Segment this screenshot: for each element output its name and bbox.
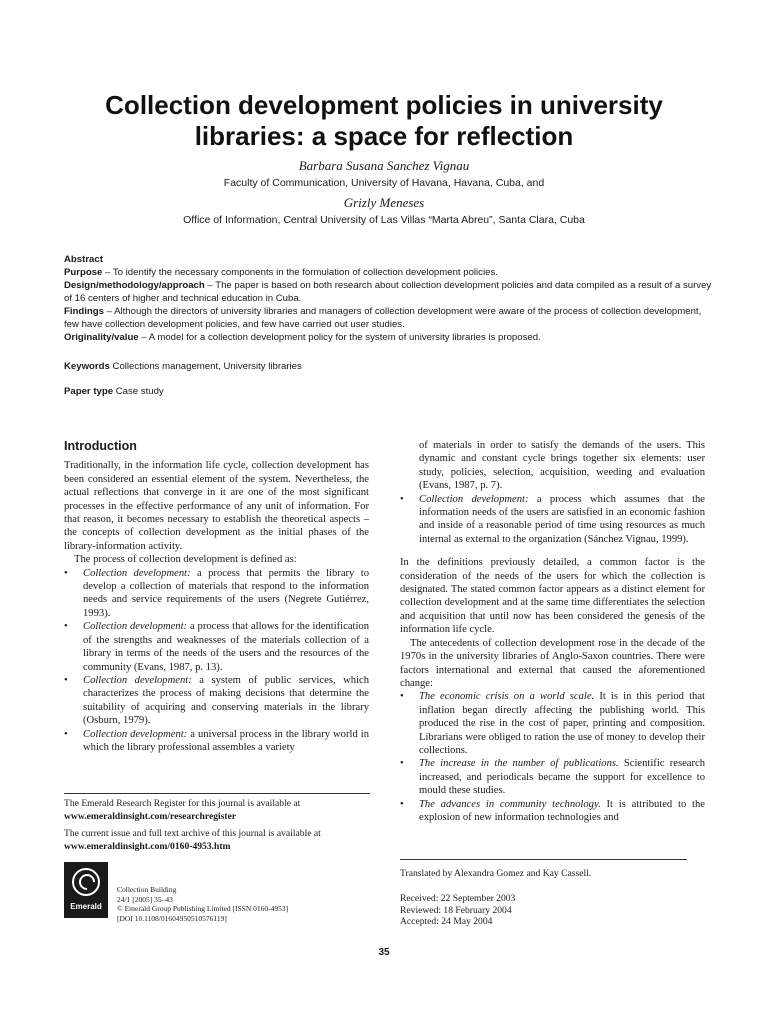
footer-divider-right [400, 859, 687, 860]
definition-text: a system of public services, which characterizes the process of making decisions that determine the suitability of acquiring and conserving materials in the library (Osburn, 1979). [83, 674, 370, 727]
abstract-originality [64, 331, 714, 344]
bullet-icon: • [400, 798, 404, 810]
translator-note: Translated by Alexandra Gomez and Kay Cassell. [400, 868, 592, 879]
definition-text: a universal process in the library world in which the library professional assembles a variety [83, 728, 370, 753]
findings-label: Findings [64, 306, 104, 317]
originality-text: – A model for a collection development policy for the system of university libraries is proposed. [138, 332, 541, 343]
register-url-2[interactable]: www.emeraldinsight.com/0160-4953.htm [64, 840, 231, 852]
journal-volume: 24/1 [2005] 35–43 [117, 894, 173, 904]
bullet-icon: • [64, 674, 68, 686]
list-item [400, 493, 705, 547]
body-paragraph-1: In the definitions previously detailed, a common factor is the consideration of the needs of the users for which the collection is designated. The stated common factor appears as a distinct element for collection development and at the same time differentiates the selection and acquisition that until now has been considered the genesis of the information life cycle. [400, 557, 705, 636]
list-item [64, 674, 369, 728]
abstract [64, 253, 714, 344]
doi: [DOI 10.1108/01604950510576119] [117, 913, 227, 923]
list-item [64, 567, 369, 621]
title-line-2: libraries: a space for reflection [194, 121, 574, 151]
reviewed-date: Reviewed: 18 February 2004 [400, 904, 512, 916]
register-line-2 [64, 828, 374, 853]
affiliation-1: Faculty of Communication, University of Havana, Havana, Cuba, and [223, 177, 545, 189]
author-2: Grizly Meneses [343, 195, 425, 210]
definition-term: Collection development: [419, 493, 529, 505]
affiliation-2: Office of Information, Central University of Las Villas “Marta Abreu”, Santa Clara, Cuba [183, 214, 585, 226]
factor-text: Scientific research increased, and periodicals became the support for excellence to mould these studies. [419, 758, 705, 797]
bullet-icon: • [400, 691, 404, 703]
definition-text: a process that allows for the identification of the strengths and weaknesses of the materials collection of a library in terms of the needs of the users and the resources of the community (Evans, 1987, p. 13). [83, 621, 369, 673]
definition-text: a process that permits the library to develop a collection of materials that respond to the information needs and service requirements of the users (Negrete Gutiérrez, 1993). [83, 567, 369, 619]
definition-list-cont [400, 493, 705, 547]
design-label: Design/methodology/approach [64, 280, 205, 291]
body-paragraph-2: The antecedents of collection development rose in the decade of the 1970s in the university libraries of Anglo-Saxon countries. There were factors international and external that caused the aforementioned change: [400, 637, 705, 689]
bullet-icon: • [400, 493, 404, 505]
list-item [64, 728, 369, 755]
register-text-2: The current issue and full text archive of this journal is available at [64, 828, 321, 839]
list-item [400, 757, 705, 797]
copyright: © Emerald Group Publishing Limited [ISSN 0160-4953] [117, 904, 289, 914]
findings-text: – Although the directors of university libraries and managers of collection development were aware of the process of collection development, few have collection development policies, and few have carried out user studies. [64, 306, 702, 330]
list-continuation: of materials in order to satisfy the demands of the users. This dynamic and constant cycle brings together six elements: user study, policies, selection, acquisition, weeding and evaluation (Evans, 1987, p. 7). [419, 440, 705, 492]
article-dates [400, 893, 515, 928]
paper-title [40, 90, 728, 152]
register-url-1[interactable]: www.emeraldinsight.com/researchregister [64, 810, 237, 822]
logo-text: Emerald [70, 902, 102, 911]
page-number: 35 [378, 947, 390, 958]
list-item [400, 798, 705, 825]
keywords-text: Collections management, University libraries [109, 361, 302, 372]
bullet-icon: • [400, 758, 404, 770]
definition-term: Collection development: [83, 567, 191, 579]
register-info [64, 798, 374, 858]
title-line-1: Collection development policies in university [105, 90, 663, 120]
definition-term: Collection development: [83, 728, 188, 740]
design-text: – The paper is based on both research about collection development policies and data compiled as a result of a survey of 16 centers of higher and technical education in Cuba. [64, 280, 712, 304]
abstract-findings [64, 305, 714, 331]
register-text-1: The Emerald Research Register for this journal is available at [64, 798, 301, 809]
register-line-1 [64, 798, 374, 823]
keywords [64, 361, 302, 372]
paper-type [64, 386, 164, 397]
abstract-purpose [64, 266, 714, 279]
definition-term: Collection development: [83, 674, 192, 686]
purpose-label: Purpose [64, 267, 103, 278]
intro-paragraph-1: Traditionally, in the information life cycle, collection development has been considered an essential element of the system. Nevertheless, the actual reflections that converge in it are one of the most significant processes in the effective performance of any unit of information. For that reason, it becomes necessary to establish the theoretical aspects – the concepts of collection development as the initial phases of the library-information activity. [64, 460, 369, 552]
intro-paragraph-2: The process of collection development is defined as: [74, 554, 297, 566]
abstract-heading: Abstract [64, 254, 103, 265]
footer-divider-left [64, 793, 370, 794]
keywords-label: Keywords [64, 361, 110, 372]
bullet-icon: • [64, 728, 68, 740]
purpose-text: – To identify the necessary components in the formulation of collection development policies. [102, 267, 498, 278]
received-date: Received: 22 September 2003 [400, 893, 516, 904]
factor-list [400, 690, 705, 824]
definition-list [64, 567, 369, 755]
author-1: Barbara Susana Sanchez Vignau [298, 158, 470, 173]
left-column [64, 440, 369, 754]
introduction-heading: Introduction [64, 439, 137, 453]
abstract-design [64, 279, 714, 305]
bullet-icon: • [64, 567, 68, 579]
paper-type-label: Paper type [64, 386, 114, 397]
publication-info [117, 885, 288, 923]
list-item [64, 620, 369, 674]
originality-label: Originality/value [64, 332, 139, 343]
list-item [400, 690, 705, 757]
factor-term: The increase in the number of publications. [419, 758, 619, 770]
definition-term: Collection development: [83, 621, 188, 633]
factor-term: The advances in community technology. [419, 798, 601, 810]
right-column [400, 439, 705, 824]
definition-text: a process which assumes that the information needs of the users are satisfied in an economic fashion and inside of a reasonable period of time using resources as much internal as external to the organization (Sánchez Vignau, 1999). [419, 493, 706, 545]
journal-name: Collection Building [117, 885, 177, 894]
factor-text: It is in this period that inflation began directly affecting the publishing world. This produced the rise in the cost of paper, printing and composition. Librarians were obliged to ration the use of money to develop their collections. [419, 691, 705, 756]
factor-text: It is attributed to the explosion of new information technologies and [419, 798, 705, 823]
factor-term: The economic crisis on a world scale. [419, 691, 595, 703]
paper-type-text: Case study [113, 386, 164, 397]
emerald-logo-icon [64, 862, 108, 918]
bullet-icon: • [64, 621, 68, 633]
accepted-date: Accepted: 24 May 2004 [400, 916, 493, 927]
